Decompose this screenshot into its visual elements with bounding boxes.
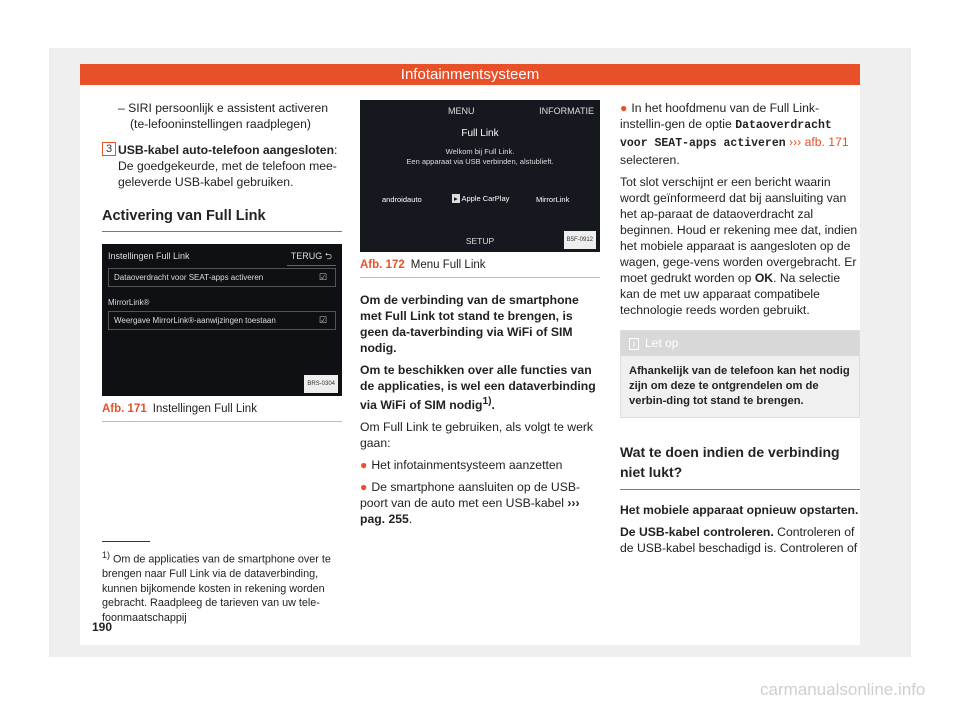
column-right <box>620 100 860 562</box>
connect-text: Een apparaat via USB verbinden, alstublieft. <box>406 157 554 166</box>
bold-paragraph-2: Om te beschikken over alle functies van de applicaties, is wel een dataverbinding via WiFi of SIM nodig$^{1)}$. <box>360 363 596 413</box>
bold-paragraph-1: Om de verbinding van de smartphone met Full Link tot stand te brengen, is geen da-taverbinding via WiFi of SIM nodig. <box>360 293 579 355</box>
option-name: Dataoverdracht voor SEAT-apps activeren <box>620 119 832 150</box>
setting-row-mirrorlink[interactable] <box>108 311 336 330</box>
paragraph-text: Tot slot verschijnt er een bericht waarin wordt geïnformeerd dat bij aansluiting van het ap-paraat de dataoverdracht zal beginnen. Houd er rekening mee dat, indien het mobiele apparaat is aangesloten op de wagen, gege-vens worden overgebracht. Er moet gedrukt worden op <box>620 175 858 285</box>
bullet-icon: ● <box>360 458 368 473</box>
figure-171 <box>102 244 342 422</box>
screen-settings <box>102 244 342 396</box>
page-header: Infotainmentsysteem <box>80 64 860 85</box>
fulllink-title: Full Link <box>461 128 499 139</box>
note-header <box>621 331 859 356</box>
bullet-end: . <box>408 512 413 527</box>
dash-item: – SIRI persoonlijk e assistent activeren (te-lefooninstellingen raadplegen) <box>118 101 328 131</box>
step-text: : De goedgekeurde, met de telefoon mee-geleverde USB-kabel gebruiken. <box>118 143 338 189</box>
back-arrow-icon: ⮌ <box>324 251 332 261</box>
figure-caption <box>102 396 342 417</box>
footnote-mark: 1) <box>102 550 111 560</box>
bullet-icon: ● <box>360 480 368 495</box>
info-tab[interactable]: INFORMATIE <box>539 106 594 116</box>
bullet-end: selecteren. <box>620 153 680 167</box>
info-paragraph <box>620 174 860 318</box>
section-heading: Wat te doen indien de verbinding niet lukt? <box>620 442 860 490</box>
mirrorlink-option[interactable]: MirrorLink <box>536 195 570 204</box>
step-bold: USB-kabel auto-telefoon aangesloten <box>118 143 335 157</box>
checkbox-icon: ☑ <box>318 272 327 282</box>
back-label: TERUG <box>290 251 323 261</box>
footnote-text: Om de applicaties van de smartphone over te brengen naar Full Link via de dataverbinding, kunnen bijkomende kosten in rekening worden gebracht. Raadpleeg de tarieven van uw tele-foonmaatschappij <box>102 553 331 624</box>
screen-menu <box>360 100 600 252</box>
usage-intro: Om Full Link te gebruiken, als volgt te werk gaan: <box>360 420 594 451</box>
setting-row-label: Weergave MirrorLink®-aanwijzingen toestaan <box>114 316 276 325</box>
usb-check-text: Controleren of de USB-kabel beschadigd is. Controleren of <box>620 525 858 555</box>
bullet-text: In het hoofdmenu van de Full Link-instellin-gen de optie <box>620 101 820 131</box>
paragraph-end: . Na selectie kan de met uw apparaat compatibele technologie reeds worden gebruikt. <box>620 271 841 317</box>
note-body: Afhankelijk van de telefoon kan het nodig zijn om deze te ontgrendelen om de verbin-ding tot stand te brengen. <box>629 365 850 407</box>
bullet-3 <box>620 100 860 168</box>
screen-title: Instellingen Full Link <box>108 251 190 261</box>
bold-paragraph-2-text: Om te beschikken over alle functies van de applicaties, is wel een dataverbinding via WiFi of SIM nodig <box>360 363 596 413</box>
page-link[interactable]: ››› pag. 255 <box>360 496 580 527</box>
carplay-option[interactable] <box>452 191 509 207</box>
step-number: 3 <box>102 142 116 156</box>
note-box <box>620 330 860 418</box>
back-button[interactable] <box>287 247 336 266</box>
column-middle <box>360 100 600 533</box>
carplay-icon: ▸ <box>454 194 458 203</box>
mirrorlink-label: MirrorLink® <box>108 298 150 307</box>
bullet-1 <box>360 457 600 473</box>
note-title: Let op <box>645 336 679 350</box>
bullet-text: Het infotainmentsysteem aanzetten <box>371 458 563 473</box>
setup-button[interactable]: SETUP <box>465 236 495 246</box>
bullet-icon: ● <box>620 101 628 115</box>
checkbox-icon: ☑ <box>318 315 327 325</box>
bullet-text: De smartphone aansluiten op de USB-poort van de auto met een USB-kabel <box>360 480 581 511</box>
column-left <box>102 100 342 422</box>
caption-label: Afb. 171 <box>102 403 147 415</box>
bullet-2 <box>360 479 600 527</box>
restart-instruction: Het mobiele apparaat opnieuw opstarten. <box>620 503 859 517</box>
watermark: carmanualsonline.info <box>760 680 926 699</box>
info-icon: i <box>629 338 639 350</box>
caption-text: Instellingen Full Link <box>152 403 257 415</box>
page-number: 190 <box>92 620 113 634</box>
figure-172 <box>360 100 600 278</box>
figure-caption <box>360 252 600 273</box>
welcome-text: Welkom bij Full Link. <box>445 147 515 156</box>
figure-code: BRS-0304 <box>304 375 338 393</box>
section-heading: Activering van Full Link <box>102 208 342 232</box>
android-auto-option[interactable]: androidauto <box>382 195 422 204</box>
carplay-label: Apple CarPlay <box>461 194 510 203</box>
step-3 <box>102 142 342 190</box>
figure-link[interactable]: ››› afb. 171 <box>789 135 849 149</box>
usb-check <box>620 524 860 556</box>
setting-row-label: Dataoverdracht voor SEAT-apps activeren <box>114 273 264 282</box>
usb-check-bold: De USB-kabel controleren. <box>620 525 774 539</box>
footnote-divider <box>102 541 150 542</box>
caption-label: Afb. 172 <box>360 259 405 271</box>
figure-code: B5F-0912 <box>564 231 596 249</box>
caption-text: Menu Full Link <box>410 259 486 271</box>
ok-label: OK <box>754 271 774 285</box>
footnote-ref: 1) <box>482 396 492 407</box>
footnote <box>102 548 342 625</box>
menu-tab[interactable]: MENU <box>448 106 475 116</box>
setting-row-data[interactable] <box>108 268 336 287</box>
